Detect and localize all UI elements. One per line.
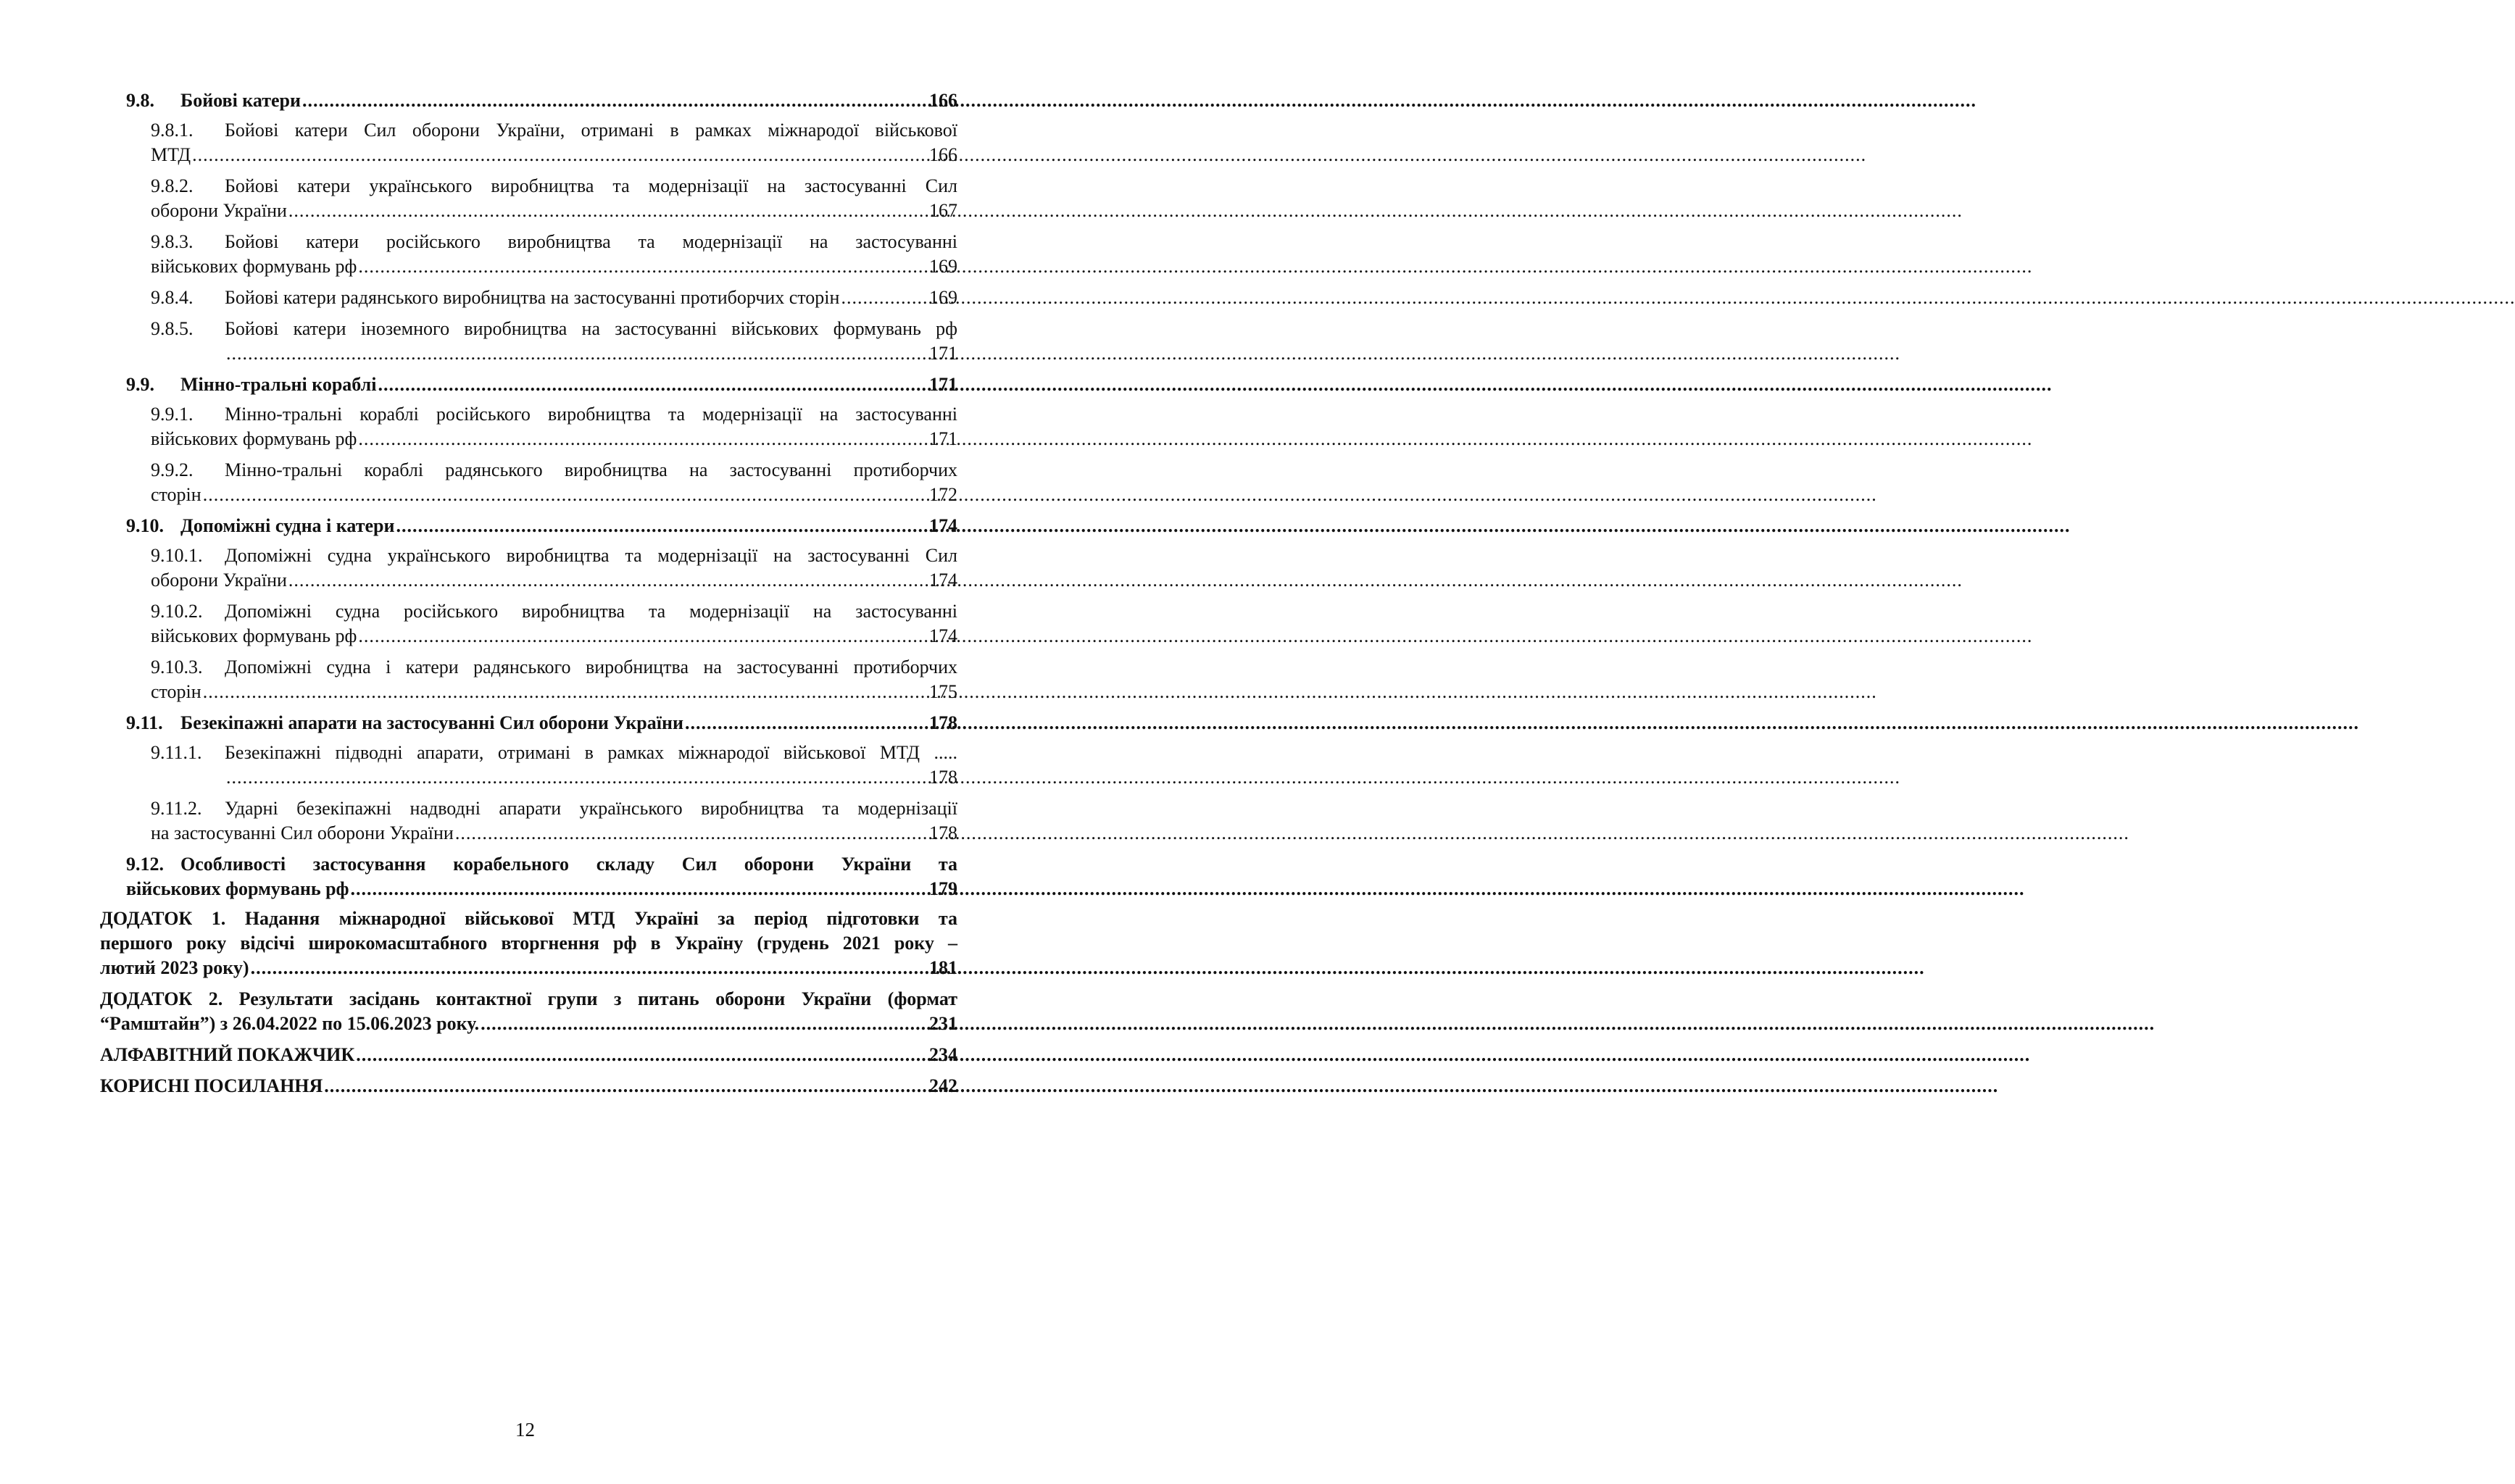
- document-page: [0, 0, 1050, 1484]
- toc-entry[interactable]: [100, 796, 957, 846]
- toc-entry-title: Мінно-тральні кораблі російського виробництва та модернізації на застосуванні: [225, 404, 957, 425]
- table-of-contents: [100, 88, 957, 1105]
- toc-entry[interactable]: [100, 118, 957, 167]
- toc-entry-title: МТД: [151, 144, 191, 165]
- toc-entry-number: 9.9.2.: [151, 459, 194, 480]
- toc-entry-line: [126, 88, 957, 113]
- toc-entry-line: [151, 543, 957, 568]
- toc-entry-line: [151, 285, 957, 310]
- toc-entry[interactable]: [100, 88, 957, 113]
- toc-entry-line: [151, 341, 957, 366]
- dot-leader: [396, 514, 928, 538]
- toc-entry-number: 9.11.2.: [151, 798, 202, 819]
- toc-entry-line: [151, 199, 957, 223]
- toc-entry-line: [151, 483, 957, 507]
- toc-entry[interactable]: [100, 230, 957, 279]
- dot-leader: [455, 821, 928, 846]
- toc-entry-title: Ударні безекіпажні надводні апарати українського виробництва та модернізації: [225, 798, 957, 819]
- toc-entry-number: 9.12.: [126, 854, 164, 875]
- toc-entry-title: ДОДАТОК 1. Надання міжнародної військової МТД Україні за період підготовки та: [100, 908, 957, 929]
- toc-entry-page: 172: [929, 484, 957, 505]
- toc-entry-number: 9.11.: [126, 712, 163, 733]
- toc-entry-title: Допоміжні судна українського виробництва та модернізації на застосуванні Сил: [225, 545, 957, 566]
- toc-entry[interactable]: [100, 1043, 957, 1067]
- dot-leader: [302, 88, 928, 113]
- toc-entry-title: лютий 2023 року): [100, 957, 249, 978]
- toc-entry-line: [126, 711, 957, 735]
- toc-entry-line: [151, 821, 957, 846]
- dot-leader: [358, 254, 928, 279]
- toc-entry-line: [126, 877, 957, 901]
- toc-entry-title: сторін: [151, 681, 201, 702]
- toc-entry-page: 171: [929, 343, 957, 364]
- dot-leader: [685, 711, 928, 735]
- dot-leader: [358, 624, 928, 649]
- toc-entry-line: [151, 230, 957, 254]
- toc-entry-page: 175: [929, 681, 957, 702]
- toc-entry-title: оборони України: [151, 200, 287, 221]
- toc-entry-title: Бойові катери радянського виробництва на застосуванні протиборчих сторін: [225, 287, 840, 308]
- dot-leader: [288, 568, 928, 593]
- toc-entry-title: Допоміжні судна російського виробництва та модернізації на застосуванні: [225, 601, 957, 622]
- toc-entry-line: [151, 118, 957, 143]
- dot-leader: [226, 765, 928, 790]
- toc-entry-title: Безекіпажні апарати на застосуванні Сил оборони України: [180, 712, 683, 733]
- toc-entry[interactable]: [100, 741, 957, 790]
- toc-entry-line: [151, 680, 957, 704]
- toc-entry-page: 178: [929, 822, 957, 843]
- toc-entry-line: [100, 987, 957, 1012]
- toc-entry-title: КОРИСНІ ПОСИЛАННЯ: [100, 1075, 323, 1096]
- toc-entry-title: Бойові катери українського виробництва та модернізації на застосуванні Сил: [225, 175, 957, 196]
- toc-entry-line: [151, 568, 957, 593]
- toc-entry-title: Допоміжні судна і катери: [180, 515, 395, 536]
- toc-entry-title: першого року відсічі широкомасштабного вторгнення рф в Україну (грудень 2021 року –: [100, 933, 957, 954]
- toc-entry[interactable]: [100, 655, 957, 704]
- toc-entry-title: Мінно-тральні кораблі радянського виробництва на застосуванні протиборчих: [225, 459, 957, 480]
- toc-entry-page: 166: [929, 144, 957, 165]
- toc-entry-title: Безекіпажні підводні апарати, отримані в рамках міжнародої військової МТД .....: [225, 742, 957, 763]
- dot-leader: [192, 143, 928, 167]
- toc-entry-title: АЛФАВІТНИЙ ПОКАЖЧИК: [100, 1044, 355, 1065]
- toc-entry-page: 231: [929, 1013, 957, 1034]
- toc-entry-number: 9.8.2.: [151, 175, 194, 196]
- toc-entry-title: Бойові катери: [180, 90, 301, 111]
- toc-entry-title: Допоміжні судна і катери радянського виробництва на застосуванні протиборчих: [225, 656, 957, 678]
- toc-entry-line: [151, 741, 957, 765]
- toc-entry-page: 169: [929, 287, 957, 308]
- toc-entry-number: 9.8.1.: [151, 120, 194, 141]
- toc-entry-number: 9.10.2.: [151, 601, 203, 622]
- dot-leader: [288, 199, 928, 223]
- toc-entry[interactable]: [100, 987, 957, 1036]
- toc-entry-line: [100, 956, 957, 980]
- toc-entry-page: 166: [929, 90, 957, 111]
- toc-entry-page: 181: [929, 957, 957, 978]
- toc-entry-page: 242: [929, 1075, 957, 1096]
- toc-entry-page: 178: [929, 712, 957, 733]
- dot-leader: [324, 1074, 928, 1099]
- toc-entry-page: 179: [929, 878, 957, 899]
- toc-entry-page: 174: [929, 625, 957, 646]
- toc-entry[interactable]: [100, 174, 957, 223]
- toc-entry-number: 9.11.1.: [151, 742, 202, 763]
- toc-entry[interactable]: [100, 372, 957, 397]
- toc-entry[interactable]: [100, 285, 957, 310]
- toc-entry-line: [100, 1012, 957, 1036]
- toc-entry[interactable]: [100, 402, 957, 451]
- toc-entry-line: [151, 655, 957, 680]
- toc-entry-page: 174: [929, 515, 957, 536]
- dot-leader: [203, 483, 928, 507]
- toc-entry-title: ДОДАТОК 2. Результати засідань контактної групи з питань оборони України (формат: [100, 988, 957, 1009]
- dot-leader: [356, 1043, 928, 1067]
- toc-entry-line: [100, 1043, 957, 1067]
- toc-entry-line: [151, 254, 957, 279]
- toc-entry-page: 169: [929, 256, 957, 277]
- toc-entry-title: Мінно-тральні кораблі: [180, 374, 377, 395]
- toc-entry-line: [151, 143, 957, 167]
- toc-entry-line: [151, 458, 957, 483]
- dot-leader: [378, 372, 928, 397]
- toc-entry-title: Бойові катери російського виробництва та модернізації на застосуванні: [225, 231, 957, 252]
- dot-leader: [481, 1012, 928, 1036]
- toc-entry[interactable]: [100, 1074, 957, 1099]
- dot-leader: [226, 341, 928, 366]
- toc-entry-page: 171: [929, 374, 957, 395]
- toc-entry-page: 178: [929, 767, 957, 788]
- toc-entry-number: 9.8.: [126, 90, 154, 111]
- toc-entry-title: Особливості застосування корабельного складу Сил оборони України та: [180, 854, 957, 875]
- toc-entry-line: [151, 427, 957, 451]
- toc-entry[interactable]: [100, 458, 957, 507]
- toc-entry[interactable]: [100, 543, 957, 593]
- dot-leader: [203, 680, 928, 704]
- dot-leader: [351, 877, 928, 901]
- toc-entry-number: 9.10.: [126, 515, 164, 536]
- toc-entry-number: 9.9.: [126, 374, 154, 395]
- toc-entry-line: [151, 174, 957, 199]
- toc-entry-title: Бойові катери іноземного виробництва на застосуванні військових формувань рф: [225, 318, 957, 339]
- toc-entry-line: [151, 624, 957, 649]
- dot-leader: [251, 956, 928, 980]
- toc-entry-line: [151, 317, 957, 341]
- toc-entry-page: 174: [929, 570, 957, 591]
- toc-entry-title: сторін: [151, 484, 201, 505]
- page-number: 12: [515, 1419, 535, 1441]
- toc-entry-title: “Рамштайн”) з 26.04.2022 по 15.06.2023 року.: [100, 1013, 480, 1034]
- toc-entry-title: оборони України: [151, 570, 287, 591]
- toc-entry[interactable]: [100, 514, 957, 538]
- toc-entry-line: [100, 906, 957, 931]
- toc-entry-page: 171: [929, 428, 957, 449]
- toc-entry-line: [151, 796, 957, 821]
- toc-entry[interactable]: [100, 317, 957, 366]
- toc-entry-number: 9.8.5.: [151, 318, 194, 339]
- toc-entry-title: на застосуванні Сил оборони України: [151, 822, 454, 843]
- toc-entry-line: [151, 765, 957, 790]
- toc-entry-line: [151, 402, 957, 427]
- toc-entry-line: [100, 1074, 957, 1099]
- toc-entry-line: [126, 372, 957, 397]
- toc-entry-number: 9.8.3.: [151, 231, 194, 252]
- toc-entry-page: 167: [929, 200, 957, 221]
- toc-entry[interactable]: [100, 906, 957, 980]
- toc-entry-title: військових формувань рф: [126, 878, 349, 899]
- toc-entry-line: [151, 599, 957, 624]
- toc-entry-title: Бойові катери Сил оборони України, отримані в рамках міжнародої військової: [225, 120, 957, 141]
- dot-leader: [841, 285, 928, 310]
- toc-entry-title: військових формувань рф: [151, 428, 357, 449]
- toc-entry-number: 9.10.3.: [151, 656, 203, 678]
- toc-entry-page: 234: [929, 1044, 957, 1065]
- toc-entry-line: [126, 852, 957, 877]
- toc-entry-number: 9.8.4.: [151, 287, 194, 308]
- toc-entry-title: військових формувань рф: [151, 256, 357, 277]
- toc-entry[interactable]: [100, 852, 957, 901]
- toc-entry[interactable]: [100, 599, 957, 649]
- toc-entry[interactable]: [100, 711, 957, 735]
- toc-entry-title: військових формувань рф: [151, 625, 357, 646]
- toc-entry-line: [100, 931, 957, 956]
- dot-leader: [358, 427, 928, 451]
- toc-entry-line: [126, 514, 957, 538]
- toc-entry-number: 9.10.1.: [151, 545, 203, 566]
- toc-entry-number: 9.9.1.: [151, 404, 194, 425]
